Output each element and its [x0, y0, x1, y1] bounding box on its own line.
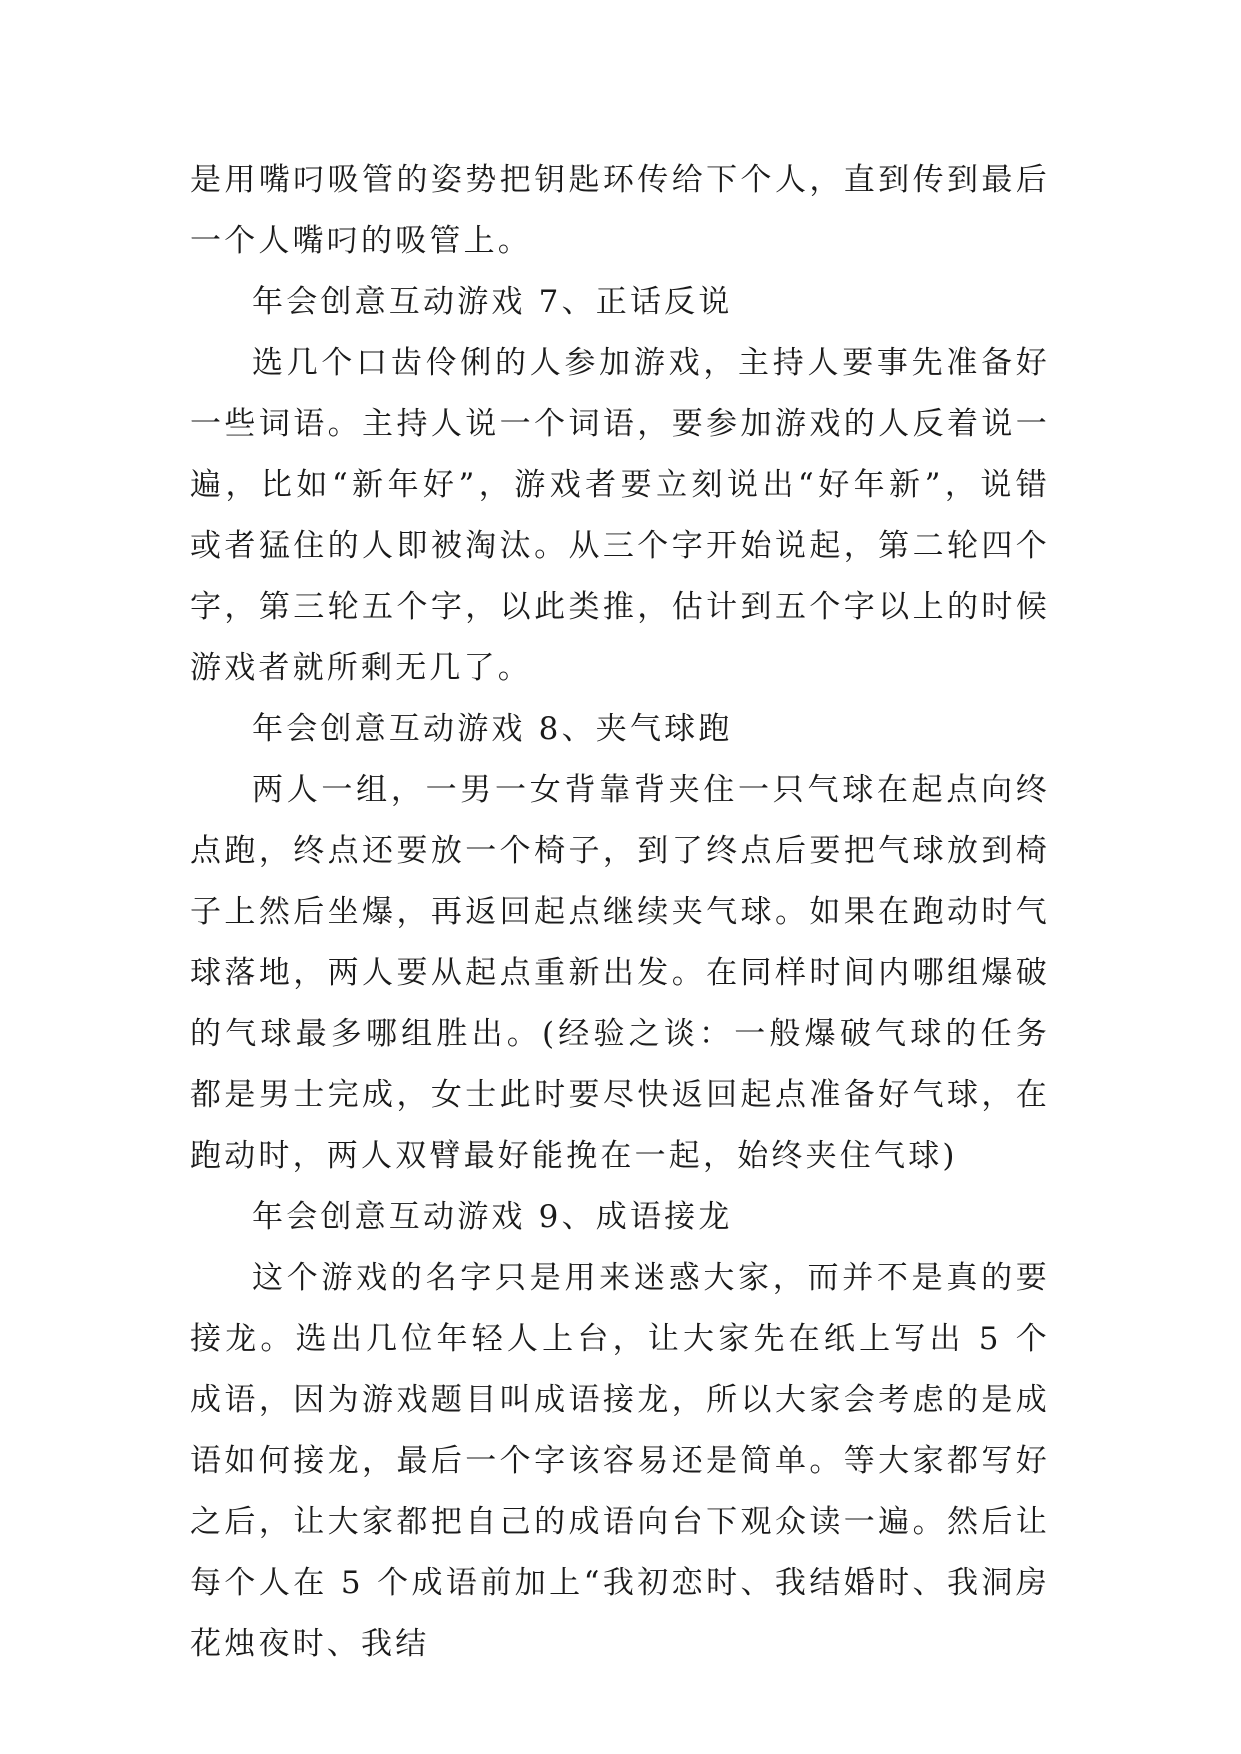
paragraph-game-9: 这个游戏的名字只是用来迷惑大家，而并不是真的要接龙。选出几位年轻人上台，让大家先在纸上写出 5 个成语，因为游戏题目叫成语接龙，所以大家会考虑的是成语如何接龙，最后一个字该容易还是简单。等大家都写好之后，让大家都把自己的成语向台下观众读一遍。然后让每个人在 5 个成语前加上“我初恋时、我结婚时、我洞房花烛夜时、我结	[190, 1260, 1050, 1662]
paragraph-game-8: 两人一组，一男一女背靠背夹住一只气球在起点向终点跑，终点还要放一个椅子，到了终点后要把气球放到椅子上然后坐爆，再返回起点继续夹气球。如果在跑动时气球落地，两人要从起点重新出发。在同样时间内哪组爆破的气球最多哪组胜出。(经验之谈：一般爆破气球的任务都是男士完成，女士此时要尽快返回起点准备好气球，在跑动时，两人双臂最好能挽在一起，始终夹住气球)	[190, 772, 1050, 1174]
paragraph-game-7: 选几个口齿伶俐的人参加游戏，主持人要事先准备好一些词语。主持人说一个词语，要参加游戏的人反着说一遍，比如“新年好”，游戏者要立刻说出“好年新”，说错或者猛住的人即被淘汰。从三个字开始说起，第二轮四个字，第三轮五个字，以此类推，估计到五个字以上的时候游戏者就所剩无几了。	[190, 345, 1050, 686]
section-heading-game-8: 年会创意互动游戏 8、夹气球跑	[252, 711, 733, 747]
document-page	[190, 150, 1050, 1675]
paragraph-continued: 是用嘴叼吸管的姿势把钥匙环传给下个人，直到传到最后一个人嘴叼的吸管上。	[190, 162, 1050, 259]
section-heading-game-9: 年会创意互动游戏 9、成语接龙	[252, 1199, 733, 1235]
section-heading-game-7: 年会创意互动游戏 7、正话反说	[252, 284, 733, 320]
